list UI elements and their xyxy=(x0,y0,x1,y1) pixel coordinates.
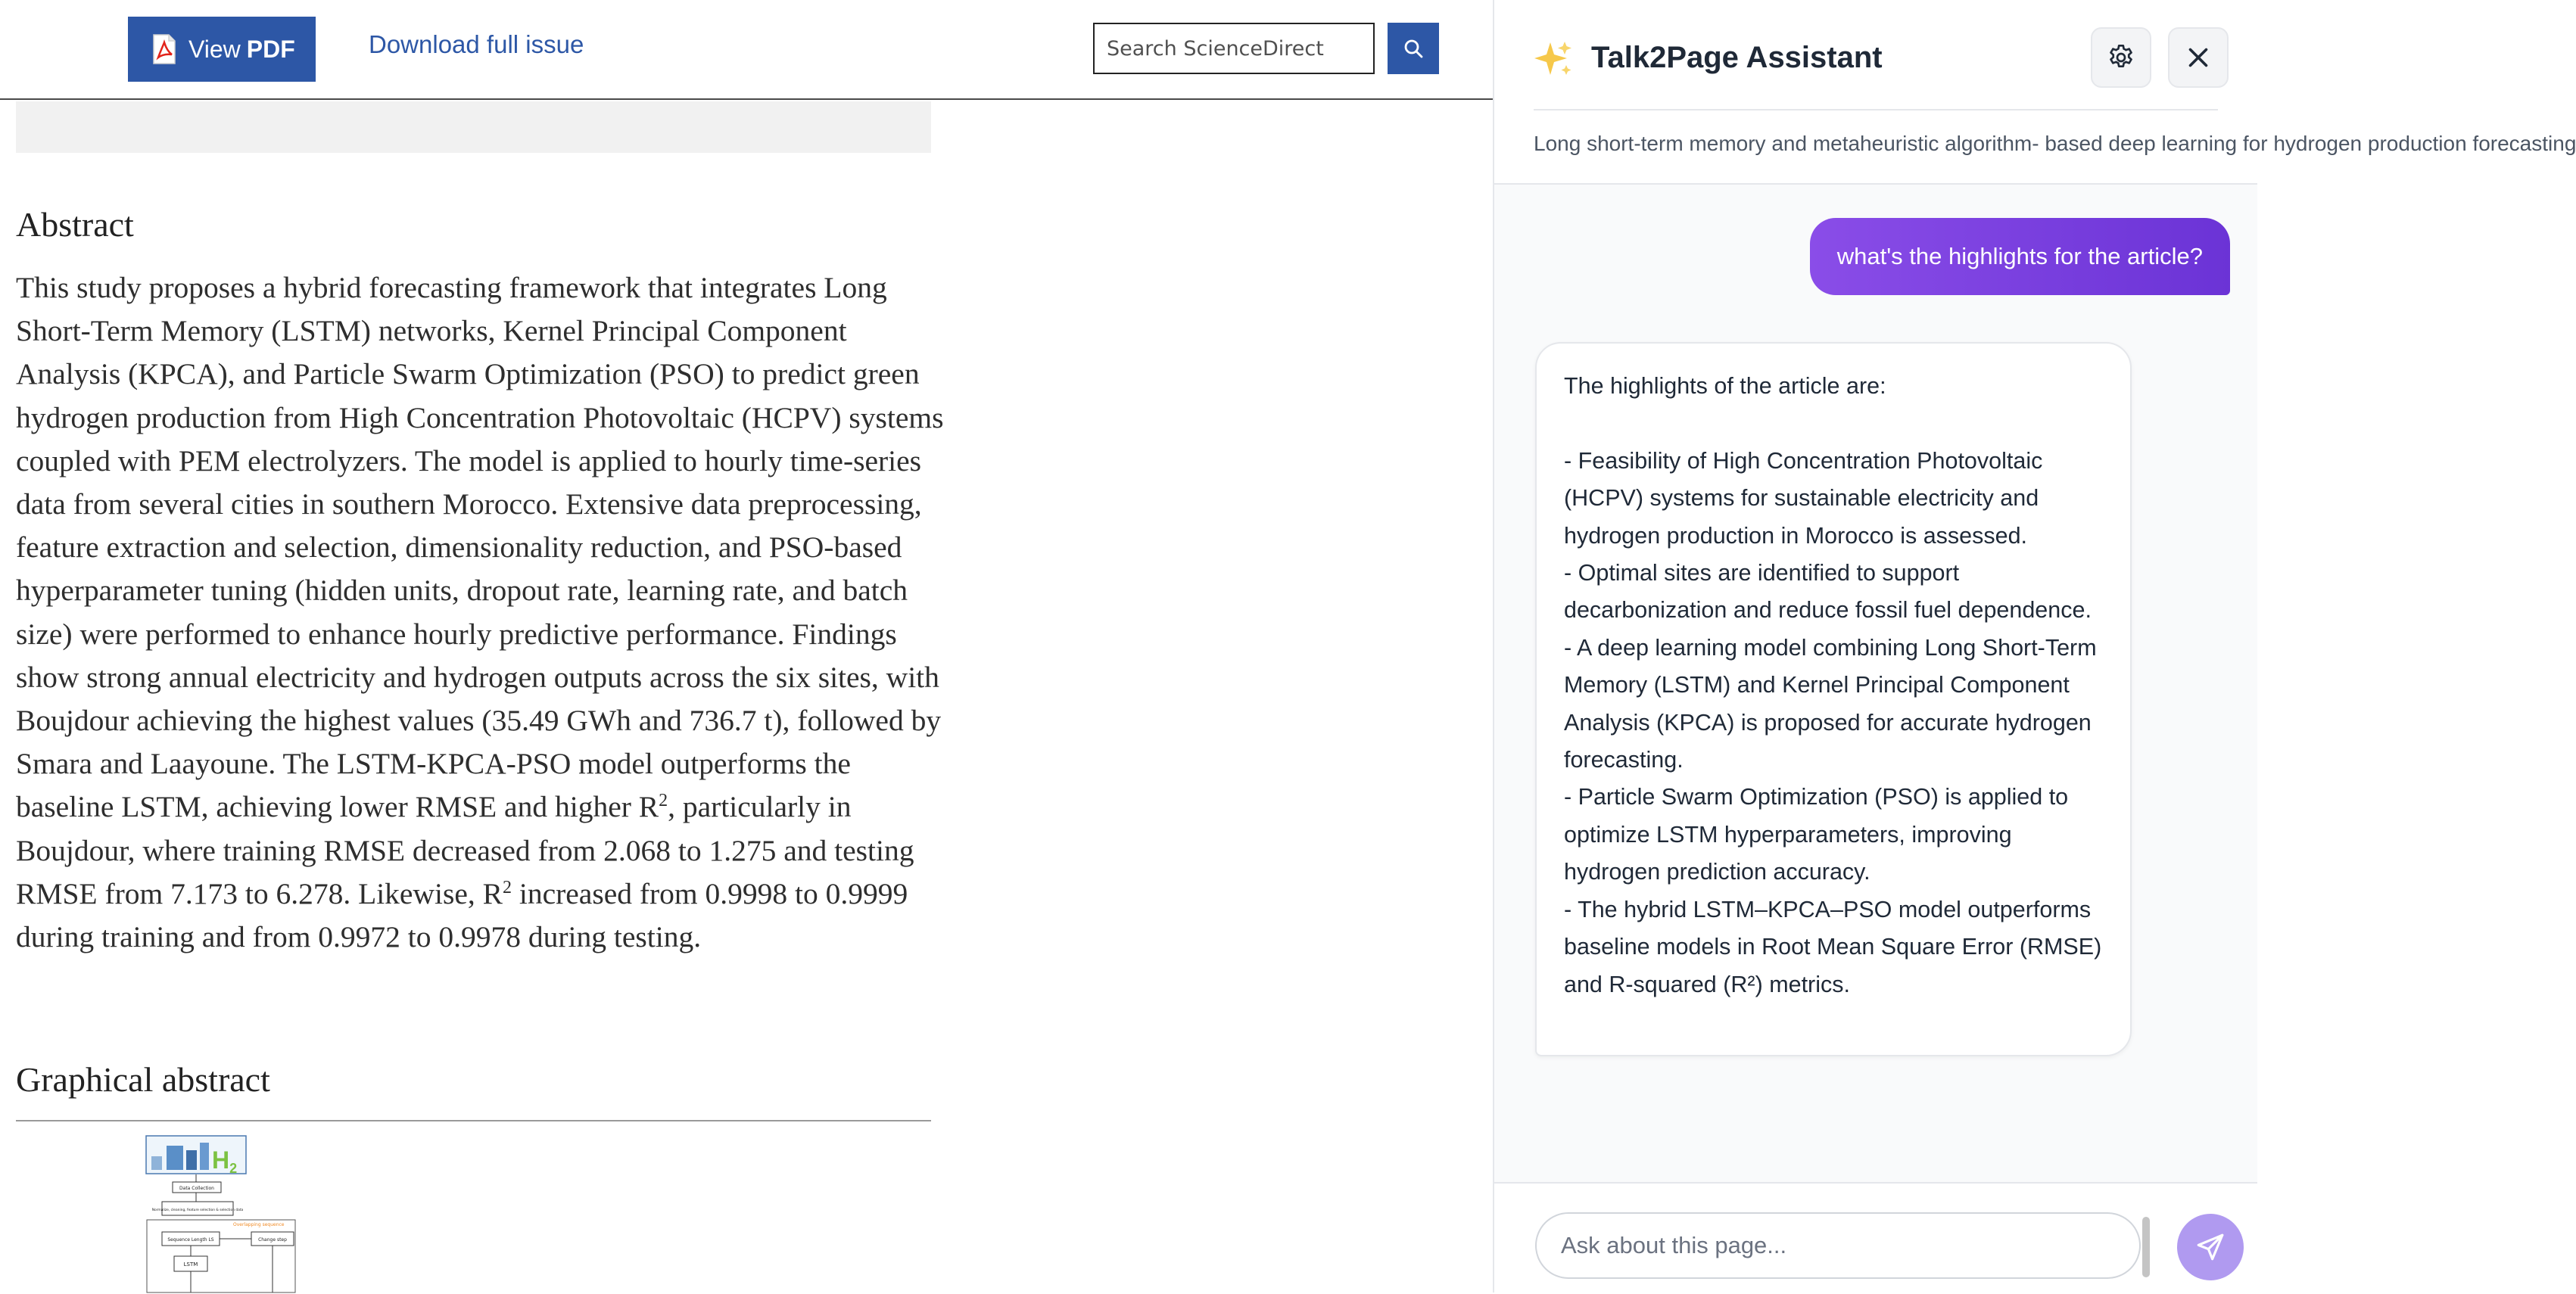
abstract-text-part-1: This study proposes a hybrid forecasting framework that integrates Long Short-Term Memory (LSTM) networks, Kernel Principal Component Analysis (KPCA), and Particle Swarm Optimization (PSO) to predict green hydrogen production from High Concentration Photovoltaic (HCPV) systems coupled with PEM electrolyzers. The model is applied to hourly time-series data from several cities in southern Morocco. Extensive data preprocessing, feature extraction and selection, dimensionality reduction, and PSO-based hyperparameter tuning (hidden units, dropout rate, learning rate, and batch size) were performed to enhance hourly predictive performance. Findings show strong annual electricity and hydrogen outputs across the six sites, with Boujdour achieving the highest values (35.49 GWh and 736.7 t), followed by Smara and Laayoune. The LSTM-KPCA-PSO model outperforms the baseline LSTM, achieving lower RMSE and higher R xyxy=(16,271,944,824)
sparkles-icon xyxy=(1534,39,1573,79)
superscript-2: 2 xyxy=(502,877,512,897)
figure-step-label: Sequence Length LS xyxy=(167,1237,214,1243)
assistant-header xyxy=(1494,0,2576,185)
abstract-text xyxy=(16,266,947,959)
talk2page-assistant-panel xyxy=(1493,0,2576,1292)
send-icon xyxy=(2194,1231,2226,1263)
assistant-message: The highlights of the article are: - Feasibility of High Concentration Photovoltaic (HCPV) systems for sustainable electricity and hydrogen production in Morocco is assessed. - Optimal sites are identified to support decarbonization and reduce fossil fuel dependence. - A deep learning model combining Long Short-Term Memory (LSTM) and Kernel Principal Component Analysis (KPCA) is proposed for accurate hydrogen forecasting. - Particle Swarm Optimization (PSO) is applied to optimize LSTM hyperparameters, improving hydrogen prediction accuracy. - The hybrid LSTM–KPCA–PSO model outperforms baseline models in Root Mean Square Error (RMSE) and R-squared (R²) metrics. xyxy=(1535,342,2132,1056)
search-button[interactable] xyxy=(1388,23,1439,74)
view-pdf-label-bold: PDF xyxy=(246,35,295,63)
header-divider xyxy=(1534,109,2218,110)
close-icon xyxy=(2185,44,2212,71)
sciencedirect-toolbar xyxy=(0,0,1493,100)
abstract-text-part-3: increased from 0.9998 to 0.9999 during training and from 0.9972 to 0.9978 during testing. xyxy=(16,876,908,954)
abstract-heading: Abstract xyxy=(16,205,134,244)
current-page-title: Long short-term memory and metaheuristic algorithm- based deep learning for hydrogen production forecasting xyxy=(1534,132,2576,155)
content-placeholder-block xyxy=(16,101,931,153)
figure-group-outline xyxy=(147,1220,295,1292)
graphical-abstract-heading: Graphical abstract xyxy=(16,1060,270,1099)
figure-step-label: Change step xyxy=(258,1237,287,1243)
section-divider xyxy=(16,1120,931,1121)
figure-tank xyxy=(167,1146,183,1170)
search-icon xyxy=(1403,38,1424,59)
input-resize-handle[interactable] xyxy=(2142,1217,2150,1277)
figure-tank xyxy=(151,1156,162,1170)
figure-note-label: Overlapping sequence xyxy=(233,1222,285,1227)
settings-button[interactable] xyxy=(2091,27,2151,88)
abstract-text-part-2: , particularly in Boujdour, where training RMSE decreased from 2.068 to 1.275 and testing RMSE from 7.173 to 6.278. Likewise, R xyxy=(16,790,914,910)
chat-input-bar xyxy=(1494,1182,2257,1294)
download-full-issue-link[interactable]: Download full issue xyxy=(369,30,584,58)
figure-h2-label: H2 xyxy=(212,1146,238,1176)
search-sciencedirect-input[interactable] xyxy=(1093,23,1375,74)
figure-tank xyxy=(200,1143,209,1170)
close-button[interactable] xyxy=(2168,27,2229,88)
superscript-2: 2 xyxy=(659,791,668,811)
send-button[interactable] xyxy=(2177,1214,2244,1280)
figure-step-label: Data Collection xyxy=(179,1186,214,1191)
figure-tank xyxy=(186,1150,197,1170)
chat-input[interactable] xyxy=(1535,1212,2141,1279)
user-message: what's the highlights for the article? xyxy=(1810,218,2230,295)
figure-h2-subscript: 2 xyxy=(229,1161,238,1176)
view-pdf-label: View xyxy=(188,35,241,63)
pdf-file-icon xyxy=(152,34,176,64)
gear-icon xyxy=(2106,42,2136,73)
figure-step-label: Normalize, cleaning, feature selection & selection data xyxy=(151,1208,244,1212)
figure-step-label: LSTM xyxy=(183,1261,198,1268)
view-pdf-button[interactable] xyxy=(128,17,316,82)
graphical-abstract-figure xyxy=(144,1135,326,1292)
assistant-title: Talk2Page Assistant xyxy=(1591,41,1883,74)
